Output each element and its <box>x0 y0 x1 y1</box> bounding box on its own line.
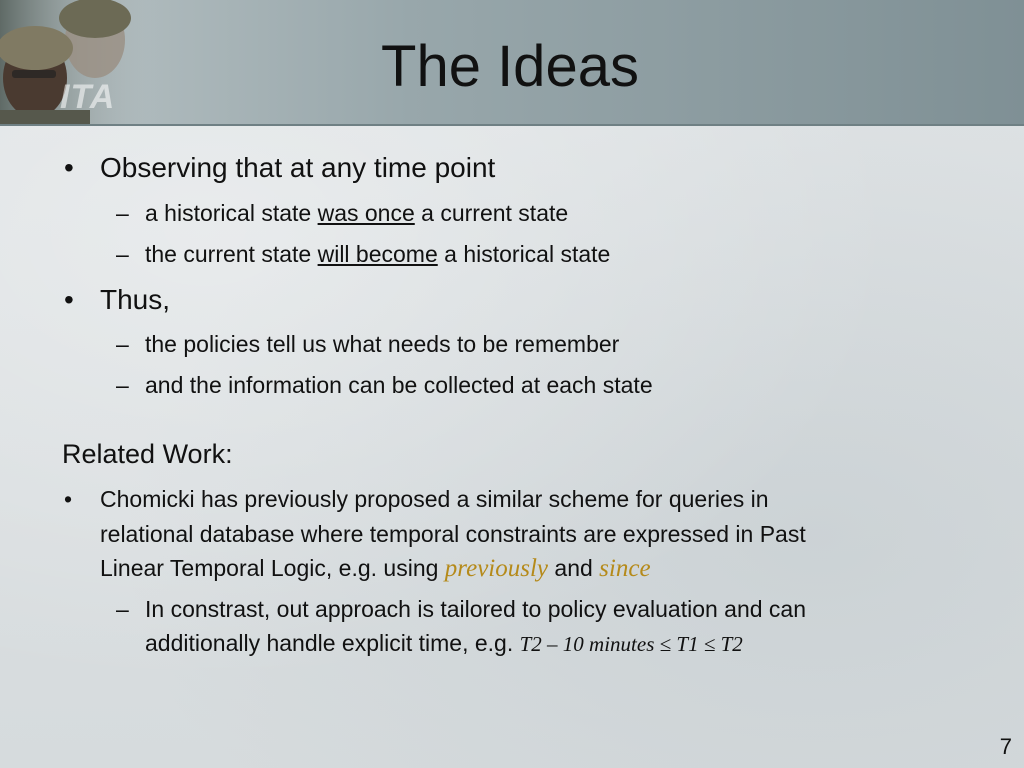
bullet-glyph: • <box>64 486 73 512</box>
related-line-3 <box>100 555 651 583</box>
dash-glyph: – <box>116 372 129 398</box>
sub-bullet-was-once <box>145 200 568 227</box>
keyword-previously: previously <box>444 555 549 582</box>
text-segment: a historical state <box>145 200 318 226</box>
sub-bullet-will-become <box>145 241 610 268</box>
underlined-text: was once <box>317 200 415 226</box>
time-formula: T2 – 10 minutes ≤ T1 ≤ T2 <box>519 632 743 656</box>
dash-glyph: – <box>116 200 129 226</box>
text-segment: a current state <box>414 200 569 226</box>
dash-glyph: – <box>116 596 129 622</box>
text-segment: Linear Temporal Logic, e.g. using <box>100 555 445 581</box>
text-segment: a historical state <box>437 241 611 267</box>
sub-bullet-policies: the policies tell us what needs to be remember <box>145 331 620 357</box>
dash-glyph: – <box>116 241 129 267</box>
related-work-heading: Related Work: <box>62 439 233 469</box>
keyword-since: since <box>599 555 651 582</box>
sub-bullet-information: and the information can be collected at each state <box>145 372 653 398</box>
contrast-line-2 <box>145 630 743 657</box>
related-line-1: Chomicki has previously proposed a similar scheme for queries in <box>100 486 769 512</box>
contrast-line-1: In constrast, out approach is tailored to policy evaluation and can <box>145 596 807 622</box>
bullet-observing: Observing that at any time point <box>100 152 496 183</box>
bullet-glyph: • <box>64 284 74 315</box>
dash-glyph: – <box>116 331 129 357</box>
text-segment: additionally handle explicit time, e.g. <box>145 630 520 656</box>
underlined-text: will become <box>317 241 438 267</box>
slide-title: The Ideas <box>381 34 639 99</box>
text-segment: and <box>548 555 600 581</box>
ita-logo-text: ITA <box>60 78 116 116</box>
related-line-2: relational database where temporal constraints are expressed in Past <box>100 521 806 547</box>
text-segment: the current state <box>145 241 318 267</box>
bullet-thus: Thus, <box>100 284 171 315</box>
slide-number: 7 <box>999 734 1012 759</box>
bullet-glyph: • <box>64 152 74 183</box>
